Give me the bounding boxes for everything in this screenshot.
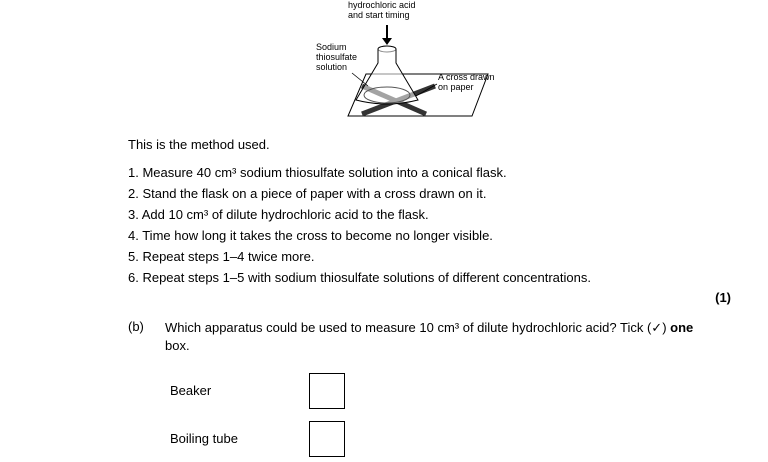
option-boiling-tube-label: Boiling tube (170, 431, 238, 446)
option-beaker-label: Beaker (170, 383, 212, 398)
option-boiling-tube-checkbox[interactable] (309, 421, 345, 457)
flask-and-paper-drawing (300, 0, 530, 122)
top-label-line2: and start timing (348, 10, 410, 20)
question-b-text-mid: ) (662, 320, 671, 335)
cross-label: A cross drawn on paper (438, 72, 495, 92)
tick-symbol: ✓ (651, 320, 663, 335)
option-beaker-checkbox[interactable] (309, 373, 345, 409)
solution-label: Sodium thiosulfate solution (316, 42, 358, 72)
method-intro: This is the method used. (128, 137, 270, 152)
top-label-line1: hydrochloric acid (348, 0, 416, 10)
question-b-text-start: Which apparatus could be used to measure 10 cm³ of dilute hydrochloric acid? Tick ( (165, 320, 652, 335)
method-step-4: 4. Time how long it takes the cross to become no longer visible. (128, 228, 493, 243)
method-step-6: 6. Repeat steps 1–5 with sodium thiosulfate solutions of different concentrations. (128, 270, 591, 285)
method-step-2: 2. Stand the flask on a piece of paper with a cross drawn on it. (128, 186, 487, 201)
question-b-label: (b) (128, 319, 144, 334)
down-arrow-icon (382, 25, 392, 45)
method-step-5: 5. Repeat steps 1–4 twice more. (128, 249, 315, 264)
method-step-3: 3. Add 10 cm³ of dilute hydrochloric acid to the flask. (128, 207, 429, 222)
question-b-text-end: box. (165, 338, 190, 353)
question-b-text (165, 319, 710, 355)
question-b-bold-word: one (670, 320, 694, 335)
method-step-1: 1. Measure 40 cm³ sodium thiosulfate solution into a conical flask. (128, 165, 507, 180)
marks-label: (1) (715, 290, 731, 305)
method-steps (128, 164, 591, 290)
flask-diagram (300, 0, 530, 122)
